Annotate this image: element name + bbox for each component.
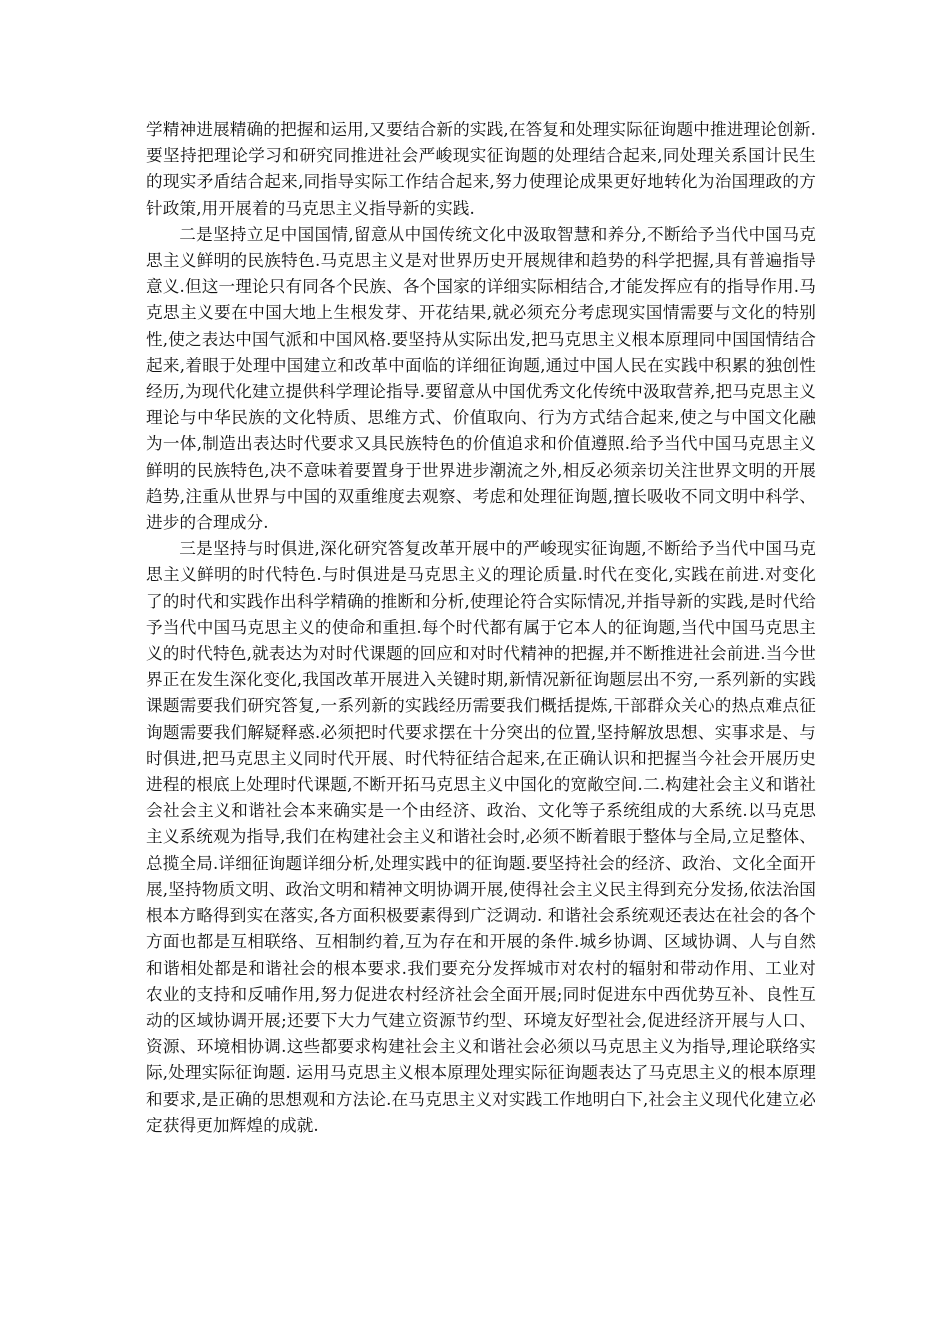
paragraph-continuation: 学精神进展精确的把握和运用,又要结合新的实践,在答复和处理实际征询题中推进理论创新.要坚持把理论学习和研究同推进社会严峻现实征询题的处理结合起来,同处理关系国计民生的现实矛盾结合起来,同指导实际工作结合起来,努力使理论成果更好地转化为治国理政的方针政策,用开展着的马克思主义指导新的实践. <box>146 120 816 218</box>
paragraph-national-conditions: 二是坚持立足中国国情,留意从中国传统文化中汲取智慧和养分,不断给予当代中国马克思主义鲜明的民族特色.马克思主义是对世界历史开展规律和趋势的科学把握,具有普遍指导意义.但这一理论只有同各个民族、各个国家的详细实际相结合,才能发挥应有的指导作用.马克思主义要在中国大地上生根发芽、开花结果,就必须充分考虑现实国情需要与文化的特别性,使之表达中国气派和中国风格.要坚持从实际出发,把马克思主义根本原理同中国国情结合起来,着眼于处理中国建立和改革中面临的详细征询题,通过中国人民在实践中积累的独创性经历,为现代化建立提供科学理论指导.要留意从中国优秀文化传统中汲取营养,把马克思主义理论与中华民族的文化特质、思维方式、价值取向、行为方式结合起来,使之与中国文化融为一体,制造出表达时代要求又具民族特色的价值追求和价值遵照.给予当代中国马克思主义鲜明的民族特色,决不意味着要置身于世界进步潮流之外,相反必须亲切关注世界文明的开展趋势,注重从世界与中国的双重维度去观察、考虑和处理征询题,擅长吸收不同文明中科学、进步的合理成分. <box>146 224 816 533</box>
paragraph-keeping-pace-with-times: 三是坚持与时俱进,深化研究答复改革开展中的严峻现实征询题,不断给予当代中国马克思主义鲜明的时代特色.与时俱进是马克思主义的理论质量.时代在变化,实践在前进.对变化了的时代和实践作出科学精确的推断和分析,使理论符合实际情况,并指导新的实践,是时代给予当代中国马克思主义的使命和重担.每个时代都有属于它本人的征询题,当代中国马克思主义的时代特色,就表达为对时代课题的回应和对时代精神的把握,并不断推进社会前进.当今世界正在发生深化变化,我国改革开展进入关键时期,新情况新征询题层出不穷,一系列新的实践课题需要我们研究答复,一系列新的实践经历需要我们概括提炼,干部群众关心的热点难点征询题需要我们解疑释惑.必须把时代要求摆在十分突出的位置,坚持解放思想、实事求是、与时俱进,把马克思主义同时代开展、时代特征结合起来,在正确认识和把握当今社会开展历史进程的根底上处理时代课题,不断开拓马克思主义中国化的宽敞空间.二.构建社会主义和谐社会社会主义和谐社会本来确实是一个由经济、政治、文化等子系统组成的大系统.以马克思主义系统观为指导,我们在构建社会主义和谐社会时,必须不断着眼于整体与全局,立足整体、总揽全局.详细征询题详细分析,处理实践中的征询题.要坚持社会的经济、政治、文化全面开展,坚持物质文明、政治文明和精神文明协调开展,使得社会主义民主得到充分发扬,依法治国根本方略得到实在落实,各方面积极要素得到广泛调动. 和谐社会系统观还表达在社会的各个方面也都是互相联络、互相制约着,互为存在和开展的条件.城乡协调、区域协调、人与自然和谐相处都是和谐社会的根本要求.我们要充分发挥城市对农村的辐射和带动作用、工业对农业的支持和反哺作用,努力促进农村经济社会全面开展;同时促进东中西优势互补、良性互动的区域协调开展;还要下大力气建立资源节约型、环境友好型社会,促进经济开展与人口、资源、环境相协调.这些都要求构建社会主义和谐社会必须以马克思主义为指导,理论联络实际,处理实际征询题. 运用马克思主义根本原理处理实际征询题表达了马克思主义的根本原理和要求,是正确的思想观和方法论.在马克思主义对实践工作地明白下,社会主义现代化建立必定获得更加辉煌的成就. <box>146 539 816 1135</box>
document-body <box>146 117 816 1139</box>
